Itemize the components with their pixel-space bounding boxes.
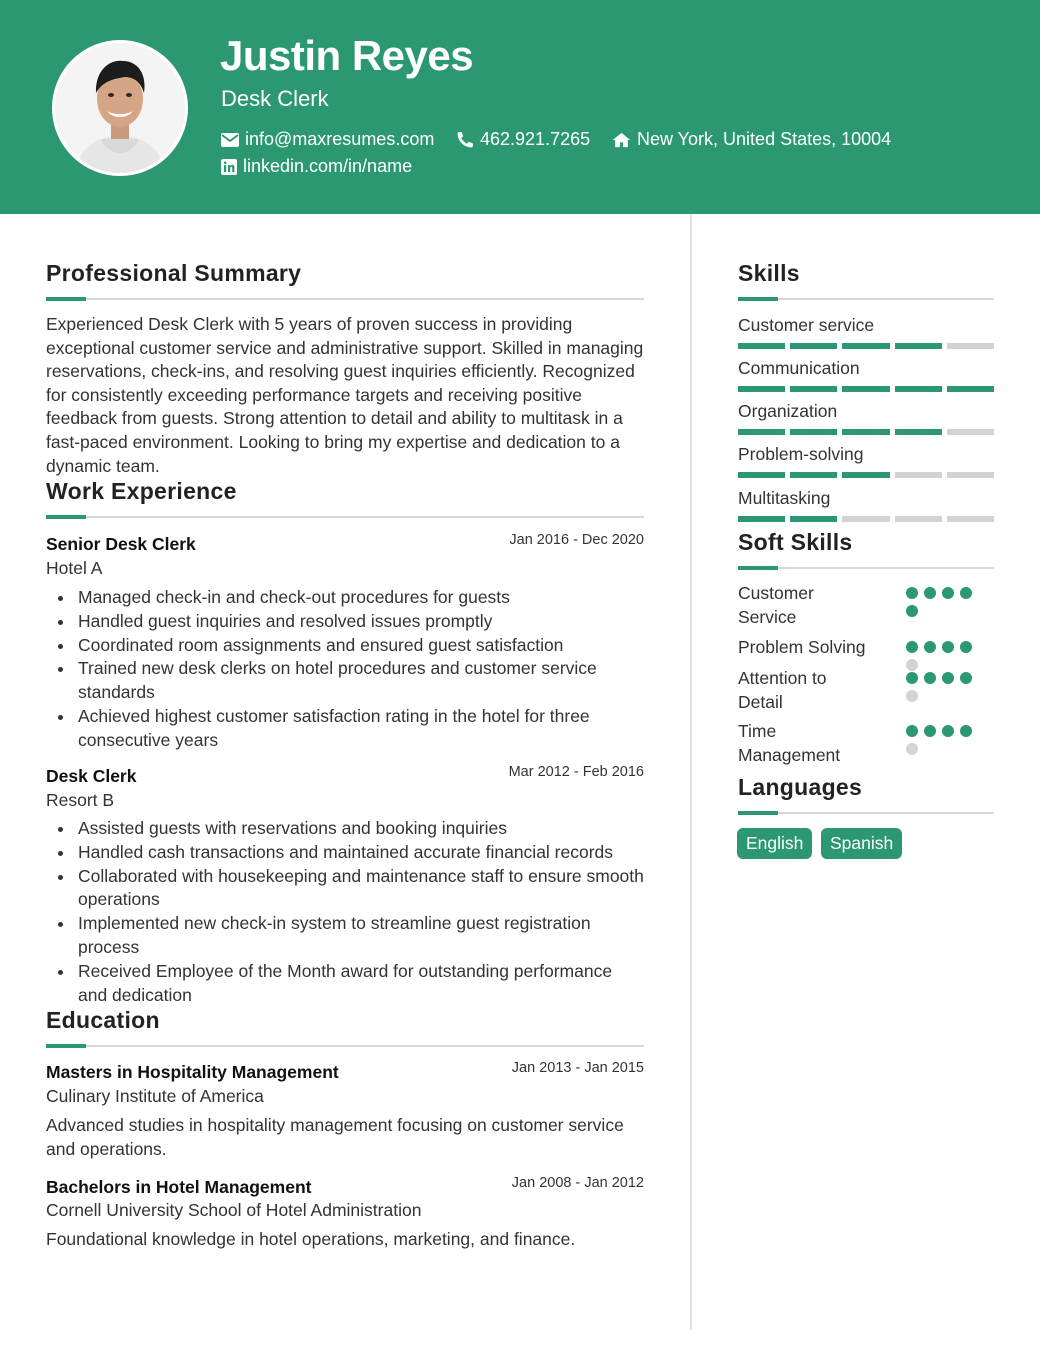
list-item: Implemented new check-in system to streamline guest registration process: [78, 912, 644, 960]
summary-heading: Professional Summary: [46, 260, 302, 286]
skill-level-segment: [842, 386, 889, 392]
list-item: Collaborated with housekeeping and maintenance staff to ensure smooth operations: [78, 865, 644, 913]
skill-level-segment: [842, 429, 889, 435]
rating-dot: [924, 641, 936, 653]
skill-level-segment: [842, 343, 889, 349]
skill-level-segment: [738, 516, 785, 522]
skill-level-segment: [895, 429, 942, 435]
rating-dot: [942, 672, 954, 684]
home-icon: [612, 132, 631, 148]
soft-skill-name: Customer Service: [738, 583, 814, 627]
soft-skill-rating: [906, 672, 986, 702]
skills-heading: Skills: [738, 260, 800, 286]
experience-rule: [46, 516, 644, 518]
experience-accent: [46, 515, 86, 519]
list-item: Trained new desk clerks on hotel procedures and customer service standards: [78, 657, 644, 705]
rating-dot: [906, 641, 918, 653]
list-item: Managed check-in and check-out procedures for guests: [78, 586, 644, 610]
skill-level-segment: [790, 429, 837, 435]
soft-skills-accent: [738, 566, 778, 570]
languages-accent: [738, 811, 778, 815]
skill-level-segment: [790, 343, 837, 349]
rating-dot: [960, 587, 972, 599]
phone-icon: [457, 131, 474, 148]
resume-header: [0, 0, 1040, 214]
list-item: Handled guest inquiries and resolved issues promptly: [78, 610, 644, 634]
column-divider: [690, 214, 692, 1330]
job-title: Desk Clerk: [46, 766, 137, 786]
skill-level-segment: [738, 386, 785, 392]
profile-photo: [52, 40, 188, 176]
rating-dot: [924, 725, 936, 737]
rating-dot: [924, 587, 936, 599]
list-item: Achieved highest customer satisfaction rating in the hotel for three consecutive years: [78, 705, 644, 753]
skill-level-segment: [895, 472, 942, 478]
skill-name: Communication: [738, 358, 860, 378]
degree-description: Advanced studies in hospitality management focusing on customer service and operations.: [46, 1115, 624, 1159]
skill-name: Problem-solving: [738, 444, 864, 464]
rating-dot: [942, 587, 954, 599]
rating-dot: [942, 725, 954, 737]
skill-level-bar: [738, 516, 994, 522]
school-name: Culinary Institute of America: [46, 1086, 264, 1106]
skill-level-bar: [738, 386, 994, 392]
degree-dates: Jan 2008 - Jan 2012: [511, 1175, 644, 1191]
list-item: Coordinated room assignments and ensured guest satisfaction: [78, 634, 644, 658]
languages-heading: Languages: [738, 774, 863, 800]
skill-level-segment: [790, 472, 837, 478]
job-company: Resort B: [46, 790, 115, 810]
rating-dot: [906, 672, 918, 684]
skill-level-segment: [738, 429, 785, 435]
experience-heading: Work Experience: [46, 478, 237, 504]
degree-dates: Jan 2013 - Jan 2015: [511, 1060, 644, 1076]
soft-skill-name: Attention to Detail: [738, 668, 827, 712]
skill-level-segment: [842, 516, 889, 522]
rating-dot: [906, 743, 918, 755]
rating-dot: [960, 725, 972, 737]
soft-skill-rating: [906, 725, 986, 755]
location-text: New York, United States, 10004: [637, 129, 892, 149]
skill-name: Organization: [738, 401, 838, 421]
soft-skills-heading: Soft Skills: [738, 529, 853, 555]
skill-level-segment: [895, 343, 942, 349]
job-bullets: [78, 817, 644, 1007]
soft-skill-rating: [906, 587, 986, 617]
list-item: Handled cash transactions and maintained accurate financial records: [78, 841, 644, 865]
phone-text: 462.921.7265: [480, 129, 591, 149]
email-text: info@maxresumes.com: [245, 129, 435, 149]
linkedin-contact[interactable]: [221, 156, 412, 177]
rating-dot: [906, 659, 918, 671]
skill-level-bar: [738, 472, 994, 478]
linkedin-text: linkedin.com/in/name: [243, 156, 413, 176]
education-rule: [46, 1045, 644, 1047]
job-company: Hotel A: [46, 558, 103, 578]
language-badge: Spanish: [821, 828, 902, 859]
rating-dot: [960, 672, 972, 684]
skill-level-segment: [947, 472, 994, 478]
skill-level-segment: [790, 386, 837, 392]
email-contact[interactable]: [221, 129, 434, 150]
job-dates: Mar 2012 - Feb 2016: [508, 764, 644, 780]
skills-accent: [738, 297, 778, 301]
skill-level-segment: [947, 429, 994, 435]
degree-title: Bachelors in Hotel Management: [46, 1177, 312, 1197]
rating-dot: [942, 641, 954, 653]
skill-level-segment: [895, 516, 942, 522]
education-accent: [46, 1044, 86, 1048]
job-title: Senior Desk Clerk: [46, 534, 196, 554]
skill-level-segment: [947, 516, 994, 522]
list-item: Received Employee of the Month award for outstanding performance and dedication: [78, 960, 644, 1008]
skill-level-bar: [738, 429, 994, 435]
skill-level-segment: [738, 343, 785, 349]
language-badge: English: [737, 828, 812, 859]
rating-dot: [906, 690, 918, 702]
summary-text: Experienced Desk Clerk with 5 years of proven success in providing exceptional customer service and administrative support. Skilled in managing reservations, check-ins, and resolving guest inquiries efficiently. Recognized for consistently exceeding performance targets and receiving positive feedback from guests. Strong attention to detail and ability to multitask in a fast-paced environment. Looking to bring my expertise and dedication to a dynamic team.: [46, 314, 644, 476]
location-contact: [612, 129, 891, 150]
job-bullets: [78, 586, 644, 753]
candidate-name: Justin Reyes: [220, 32, 474, 79]
skill-level-segment: [842, 472, 889, 478]
skill-name: Customer service: [738, 315, 875, 335]
rating-dot: [906, 605, 918, 617]
degree-title: Masters in Hospitality Management: [46, 1062, 339, 1082]
education-heading: Education: [46, 1007, 160, 1033]
summary-accent: [46, 297, 86, 301]
degree-description: Foundational knowledge in hotel operations, marketing, and finance.: [46, 1229, 576, 1249]
rating-dot: [906, 725, 918, 737]
skill-level-segment: [895, 386, 942, 392]
skill-level-segment: [790, 516, 837, 522]
skill-level-segment: [947, 386, 994, 392]
phone-contact[interactable]: [457, 129, 590, 150]
skill-level-bar: [738, 343, 994, 349]
skill-level-segment: [947, 343, 994, 349]
soft-skill-rating: [906, 641, 986, 671]
list-item: Assisted guests with reservations and booking inquiries: [78, 817, 644, 841]
school-name: Cornell University School of Hotel Administration: [46, 1200, 422, 1220]
person-photo-icon: [55, 43, 185, 173]
envelope-icon: [221, 133, 239, 147]
soft-skill-name: Time Management: [738, 721, 841, 765]
rating-dot: [924, 672, 936, 684]
skill-level-segment: [738, 472, 785, 478]
soft-skill-name: Problem Solving: [738, 637, 866, 657]
summary-rule: [46, 298, 644, 300]
skill-name: Multitasking: [738, 488, 831, 508]
candidate-title: Desk Clerk: [221, 86, 329, 111]
rating-dot: [960, 641, 972, 653]
rating-dot: [906, 587, 918, 599]
job-dates: Jan 2016 - Dec 2020: [509, 532, 644, 548]
linkedin-icon: [221, 159, 237, 175]
